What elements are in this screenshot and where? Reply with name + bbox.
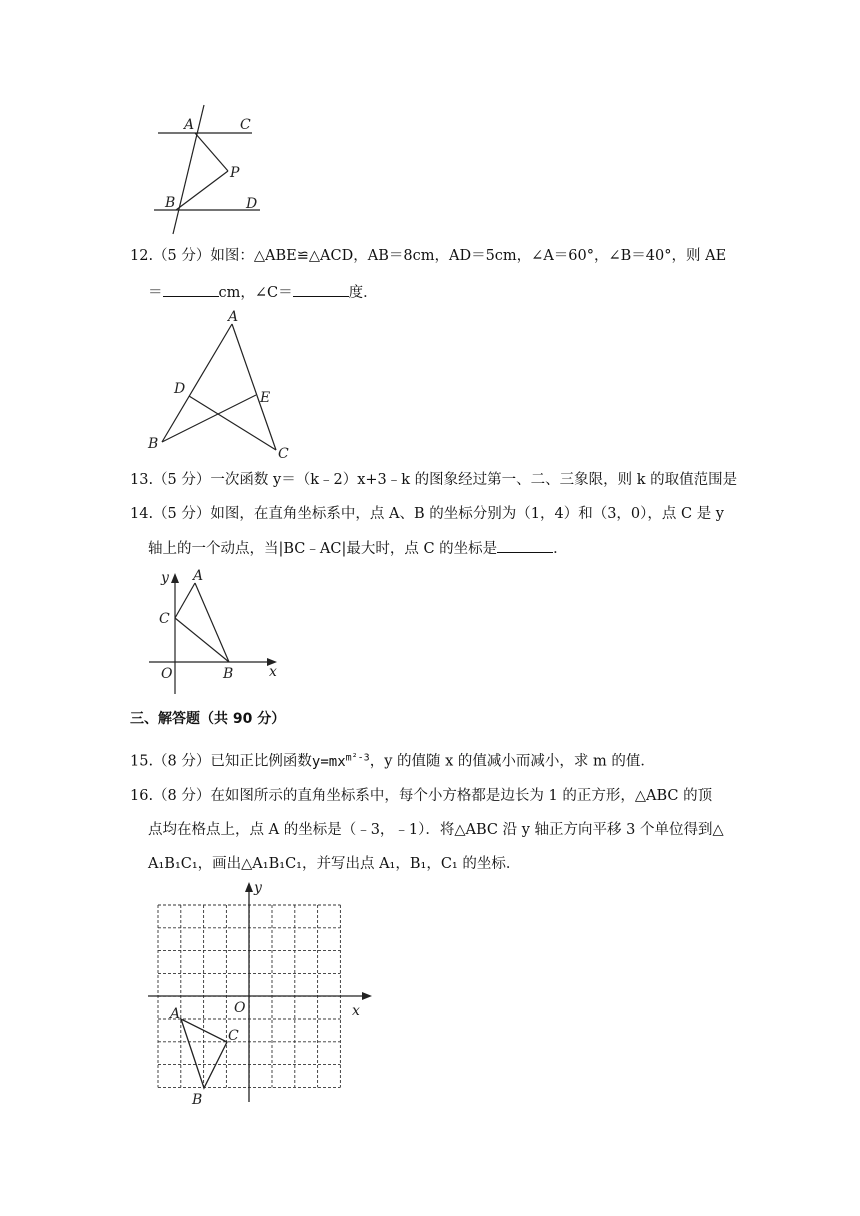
q12-blank-ae[interactable]	[163, 282, 219, 297]
q16-line3: A₁B₁C₁，画出△A₁B₁C₁，并写出点 A₁，B₁，C₁ 的坐标．	[148, 856, 521, 872]
label-A: A	[193, 568, 204, 584]
q12-blank-angle-c[interactable]	[293, 282, 349, 297]
label-y: y	[254, 880, 262, 896]
label-C: C	[159, 611, 170, 627]
label-y: y	[161, 570, 169, 586]
label-D: D	[246, 196, 258, 212]
q15-suffix: ，y 的值随 x 的值减小而减小，求 m 的值．	[369, 753, 655, 770]
q13-line1: 13.（5 分）一次函数 y＝（k﹣2）x+3﹣k 的图象经过第一、二、三象限，则 k 的取值范围是	[130, 472, 738, 488]
q14-blank[interactable]	[497, 538, 553, 553]
label-A: A	[184, 117, 195, 133]
label-C: C	[228, 1028, 239, 1044]
label-B: B	[192, 1092, 203, 1108]
label-B: B	[223, 666, 234, 682]
q12-text-mid: cm，∠C＝	[218, 285, 293, 301]
q16-line2: 点均在格点上，点 A 的坐标是（﹣3，﹣1）．将△ABC 沿 y 轴正方向平移 3 个单位得到△	[148, 822, 724, 838]
label-C: C	[240, 117, 251, 133]
formula-exponent: m²-3	[345, 752, 370, 763]
label-B: B	[148, 436, 159, 452]
figure-triangles	[142, 308, 302, 460]
label-E: E	[260, 390, 271, 406]
q14-line2	[148, 538, 568, 559]
label-x: x	[352, 1003, 360, 1019]
figure-coordinate-14	[145, 566, 290, 696]
label-D: D	[174, 381, 186, 397]
q14-line1: 14.（5 分）如图，在直角坐标系中，点 A、B 的坐标分别为（1，4）和（3，0），点 C 是 y	[130, 506, 725, 522]
q12-equals: ＝	[148, 285, 163, 301]
q15-prefix: 15.（8 分）已知正比例函数	[130, 753, 312, 770]
q16-line1: 16.（8 分）在如图所示的直角坐标系中，每个小方格都是边长为 1 的正方形，△ABC 的顶	[130, 788, 713, 804]
label-P: P	[230, 165, 240, 181]
label-A: A	[228, 309, 239, 325]
figure-grid-16	[140, 878, 380, 1108]
formula-base: y=mx	[311, 753, 346, 770]
section-heading: 三、解答题（共 90 分）	[130, 711, 286, 727]
label-B: B	[165, 195, 176, 211]
q15-line1	[130, 748, 655, 772]
q12-line2	[148, 282, 378, 303]
q12-line1: 12.（5 分）如图：△ABE≌△ACD，AB＝8cm，AD＝5cm，∠A＝60°，∠B＝40°，则 AE	[130, 248, 727, 264]
label-O: O	[161, 666, 173, 682]
label-A: A	[170, 1006, 181, 1022]
label-O: O	[234, 1000, 246, 1016]
label-x: x	[269, 664, 277, 680]
figure-parallel-lines	[148, 100, 268, 240]
label-C: C	[278, 446, 289, 460]
q12-text-end: 度．	[348, 285, 378, 301]
q14-end: ．	[553, 541, 568, 557]
q14-text: 轴上的一个动点，当|BC﹣AC|最大时，点 C 的坐标是	[148, 541, 498, 557]
q15-formula	[312, 754, 370, 770]
